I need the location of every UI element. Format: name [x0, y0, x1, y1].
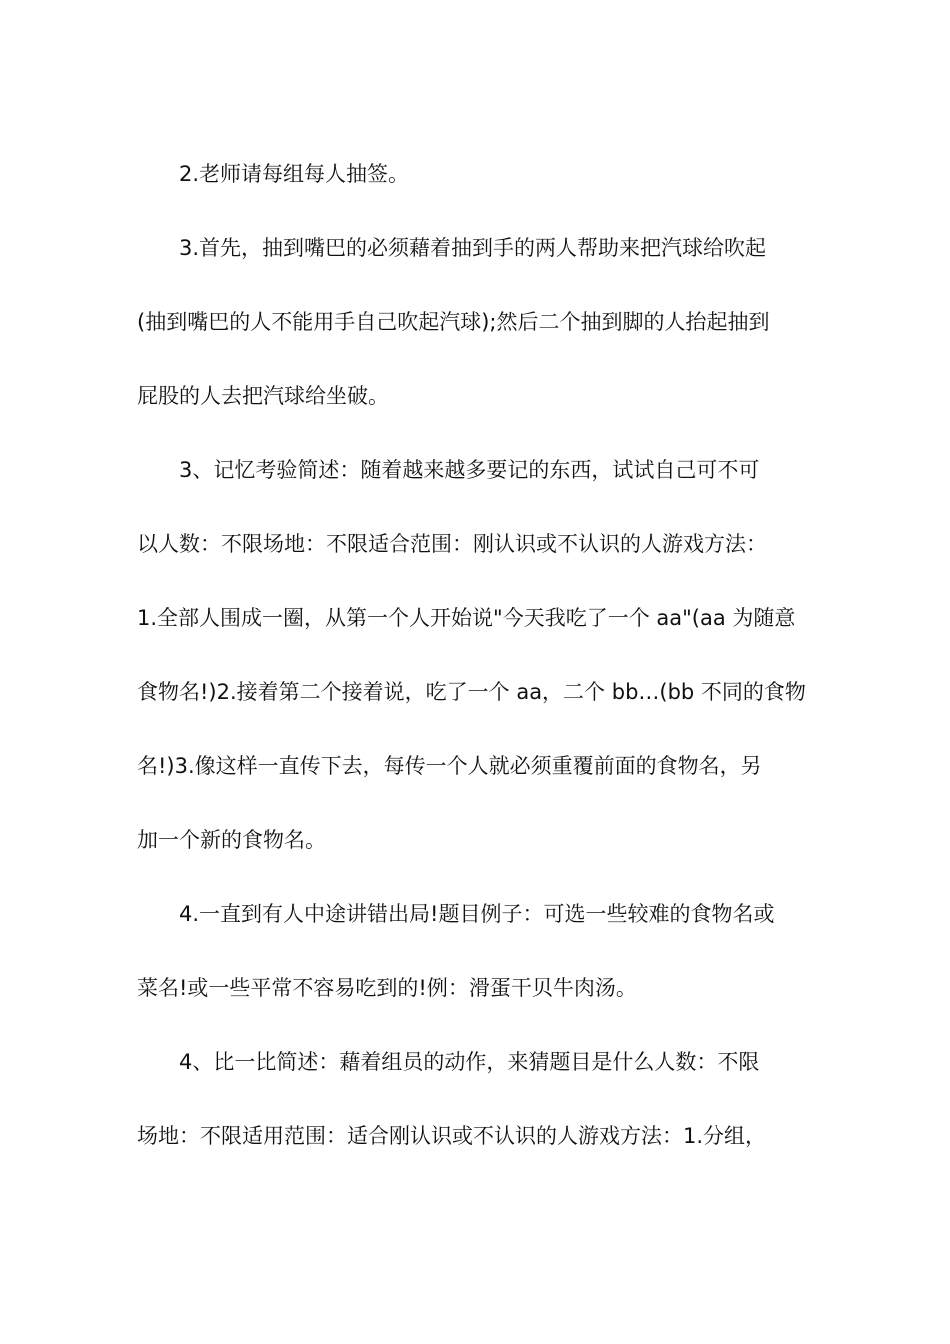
text-line: 3.首先，抽到嘴巴的必须藉着抽到手的两人帮助来把汽球给吹起 [179, 236, 767, 260]
text-line: 加一个新的食物名。 [137, 828, 326, 852]
text-line: (抽到嘴巴的人不能用手自己吹起汽球);然后二个抽到脚的人抬起抽到 [137, 310, 770, 334]
text-line: 以人数：不限场地：不限适合范围：刚认识或不认识的人游戏方法： [137, 532, 767, 556]
text-line: 2.老师请每组每人抽签。 [179, 162, 410, 186]
text-line: 屁股的人去把汽球给坐破。 [137, 384, 389, 408]
text-line: 4、比一比简述：藉着组员的动作，来猜题目是什么人数：不限 [179, 1050, 760, 1074]
text-line: 3、记忆考验简述：随着越来越多要记的东西，试试自己可不可 [179, 458, 760, 482]
text-line: 名!)3.像这样一直传下去，每传一个人就必须重覆前面的食物名，另 [137, 754, 762, 778]
text-line: 1.全部人围成一圈，从第一个人开始说"今天我吃了一个 aa"(aa 为随意 [137, 606, 796, 630]
document-body [137, 137, 813, 1173]
text-line: 食物名!)2.接着第二个接着说，吃了一个 aa，二个 bb…(bb 不同的食物 [137, 680, 806, 704]
text-line: 菜名!或一些平常不容易吃到的!例：滑蛋干贝牛肉汤。 [137, 976, 637, 1000]
text-line: 场地：不限适用范围：适合刚认识或不认识的人游戏方法：1.分组， [137, 1124, 767, 1148]
text-line: 4.一直到有人中途讲错出局!题目例子：可选一些较难的食物名或 [179, 902, 775, 926]
